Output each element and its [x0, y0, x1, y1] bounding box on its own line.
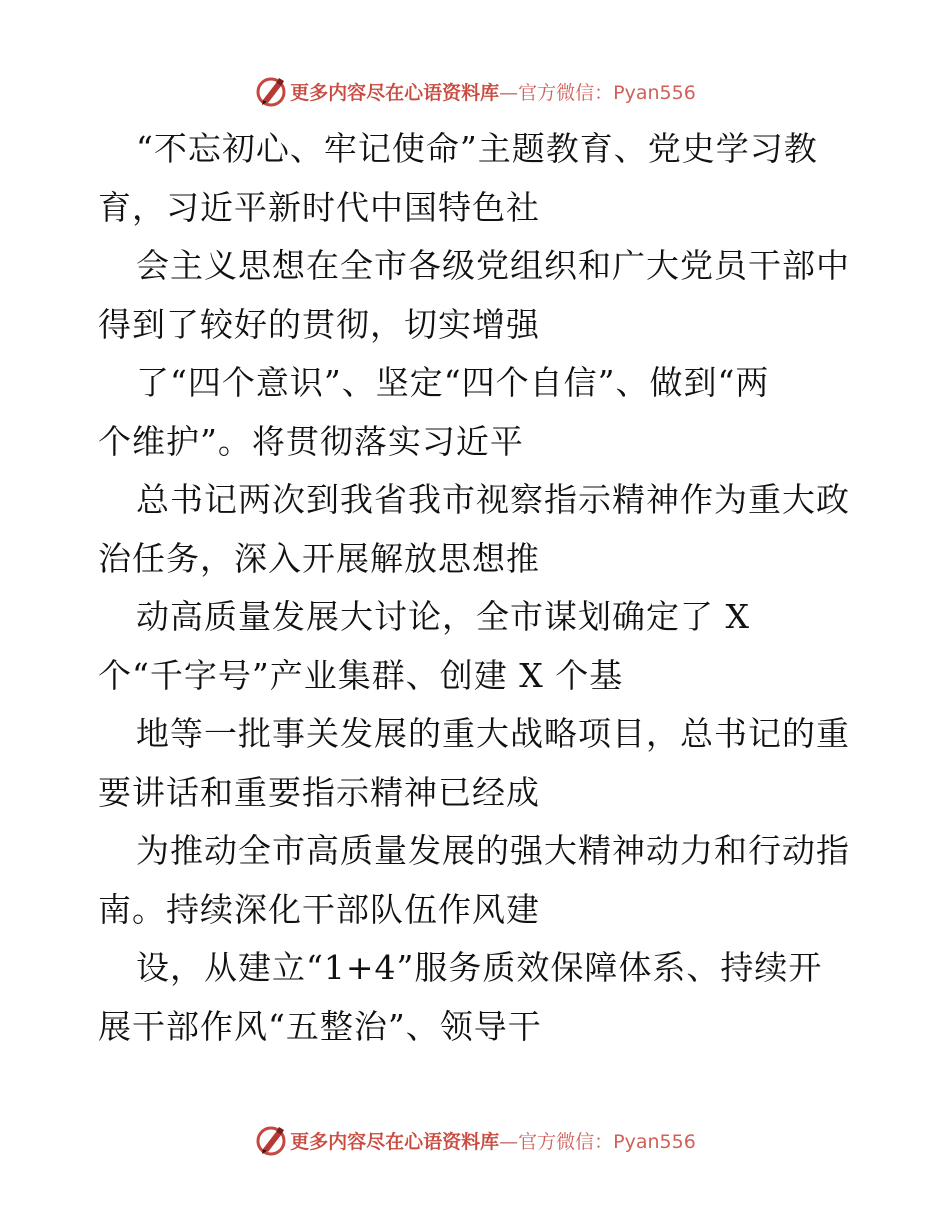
header-watermark — [0, 71, 950, 111]
body-line: 会主义思想在全市各级党组织和广大党员干部中 — [136, 246, 850, 285]
body-line: 育，习近平新时代中国特色社 — [98, 187, 540, 227]
body-line: 动高质量发展大讨论，全市谋划确定了 X — [136, 597, 750, 636]
body-line: 个“千字号”产业集群、创建 X 个基 — [98, 655, 624, 695]
body-line: 总书记两次到我省我市视察指示精神作为重大政 — [136, 480, 850, 519]
pen-logo-icon — [254, 74, 288, 108]
banner-dash: — — [499, 1130, 519, 1153]
body-line: 展干部作风“五整治”、领导干 — [98, 1006, 542, 1046]
wechat-id: 官方微信：Pyan556 — [518, 81, 696, 104]
banner-dash: — — [499, 81, 519, 104]
body-line: 得到了较好的贯彻，切实增强 — [98, 304, 540, 344]
body-line: 个维护”。将贯彻落实习近平 — [98, 421, 524, 461]
body-line: 南。持续深化干部队伍作风建 — [98, 889, 540, 929]
pen-logo-icon — [254, 1123, 288, 1157]
document-body — [98, 120, 858, 1056]
wechat-id: 官方微信：Pyan556 — [518, 1130, 696, 1153]
body-line: 为推动全市高质量发展的强大精神动力和行动指 — [136, 831, 850, 870]
footer-watermark — [0, 1120, 950, 1160]
library-name: 更多内容尽在心语资料库 — [290, 81, 500, 104]
body-line: 设，从建立“1+4”服务质效保障体系、持续开 — [136, 948, 823, 987]
body-line: 地等一批事关发展的重大战略项目，总书记的重 — [136, 714, 850, 753]
body-line: 治任务，深入开展解放思想推 — [98, 538, 540, 578]
body-line: 要讲话和重要指示精神已经成 — [98, 772, 540, 812]
body-line: 了“四个意识”、坚定“四个自信”、做到“两 — [136, 363, 770, 402]
library-name: 更多内容尽在心语资料库 — [290, 1130, 500, 1153]
body-line: “不忘初心、牢记使命”主题教育、党史学习教 — [136, 129, 818, 168]
